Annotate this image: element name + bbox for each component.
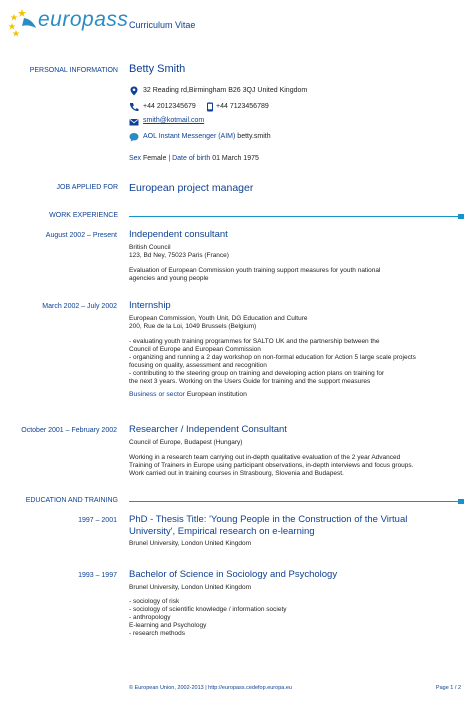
work-address: 123, Bd Ney, 75023 Paris (France) [129, 252, 229, 259]
page-number: Page 1 / 2 [435, 685, 461, 691]
work-employer: Council of Europe, Budapest (Hungary) [129, 439, 243, 446]
work-date: October 2001 – February 2002 [21, 427, 117, 434]
europass-logo [8, 6, 129, 38]
email-icon [129, 117, 139, 127]
work-bullet: Council of Europe and European Commission [129, 346, 261, 353]
work-description: Training of Trainers in Europe using participant observations, in-depth interviews and focus groups. [129, 462, 414, 469]
work-bullet: focusing on quality, assessment and recognition [129, 362, 267, 369]
phone-icon [129, 102, 139, 112]
education-date: 1997 – 2001 [78, 517, 117, 524]
education-subject: E-learning and Psychology [129, 622, 207, 629]
work-bullet: the next 3 years. Working on the Users Guide for training and the support measures [129, 378, 371, 385]
work-bullet: - evaluating youth training programmes for SALTO UK and the partnership between the [129, 338, 380, 345]
sector-label: Business or sector [129, 391, 185, 398]
dob-label: Date of birth [172, 155, 211, 162]
work-title: Independent consultant [129, 229, 228, 240]
sector-value: European institution [186, 391, 247, 398]
sex-value: Female [143, 155, 167, 162]
education-title: University', Empirical research on e-learning [129, 526, 315, 537]
document-title: Curriculum Vitae [129, 20, 196, 30]
person-name: Betty Smith [129, 63, 186, 75]
stars-icon [8, 6, 40, 38]
job-applied-value: European project manager [129, 182, 254, 194]
work-description: Evaluation of European Commission youth training support measures for youth national [129, 267, 381, 274]
work-description: agencies and young people [129, 275, 209, 282]
logo-text: europass [38, 8, 129, 31]
mobile-text: +44 7123456789 [216, 103, 269, 110]
mobile-icon [206, 102, 214, 112]
separator: | [168, 155, 171, 162]
work-bullet: - organizing and running a 2 day workshop on non-formal education for Action 5 large scale projects [129, 354, 416, 361]
sex-label: Sex [129, 155, 142, 162]
work-title: Internship [129, 300, 171, 311]
education-subject: - research methods [129, 630, 185, 637]
work-employer: European Commission, Youth Unit, DG Education and Culture [129, 315, 308, 322]
work-title: Researcher / Independent Consultant [129, 424, 287, 435]
work-address: 200, Rue de la Loi, 1049 Brussels (Belgium) [129, 323, 257, 330]
work-description: Working in a research team carrying out in-depth qualitative evaluation of the 2 year Advanced [129, 454, 401, 461]
chat-icon [129, 132, 139, 142]
work-experience-label: WORK EXPERIENCE [49, 212, 118, 219]
section-rule [129, 501, 460, 502]
education-subject: - sociology of risk [129, 598, 180, 605]
education-title: Bachelor of Science in Sociology and Psychology [129, 569, 338, 580]
phone-text: +44 2012345679 [143, 103, 196, 110]
location-icon [129, 86, 139, 96]
email-link[interactable]: smith@kotmail.com [143, 117, 205, 124]
education-label: EDUCATION AND TRAINING [25, 497, 118, 504]
education-organisation: Brunel University, London United Kingdom [129, 540, 252, 547]
work-date: March 2002 – July 2002 [42, 303, 117, 310]
education-date: 1993 – 1997 [78, 572, 117, 579]
work-employer: British Council [129, 244, 171, 251]
im-type: AOL Instant Messenger (AIM) [143, 133, 236, 140]
address-text: 32 Reading rd,Birmingham B26 3QJ United Kingdom [143, 87, 308, 94]
education-subject: - anthropology [129, 614, 171, 621]
section-rule-marker [458, 214, 464, 219]
work-date: August 2002 – Present [45, 232, 117, 239]
work-description: Work carried out in training courses in Strasbourg, Slovenia and Budapest. [129, 470, 344, 477]
job-applied-label: JOB APPLIED FOR [56, 184, 118, 191]
section-rule-marker [458, 499, 464, 504]
section-rule [129, 216, 460, 217]
footer-copyright: © European Union, 2002-2013 | http://europass.cedefop.europa.eu [129, 685, 292, 691]
im-value: betty.smith [237, 133, 271, 140]
education-title: PhD - Thesis Title: 'Young People in the Construction of the Virtual [129, 514, 408, 525]
personal-information-label: PERSONAL INFORMATION [29, 67, 118, 74]
dob-value: 01 March 1975 [212, 155, 259, 162]
work-bullet: - contributing to the steering group on training and developing action plans on training for [129, 370, 385, 377]
education-subject: - sociology of scientific knowledge / information society [129, 606, 287, 613]
education-organisation: Brunel University, London United Kingdom [129, 584, 252, 591]
